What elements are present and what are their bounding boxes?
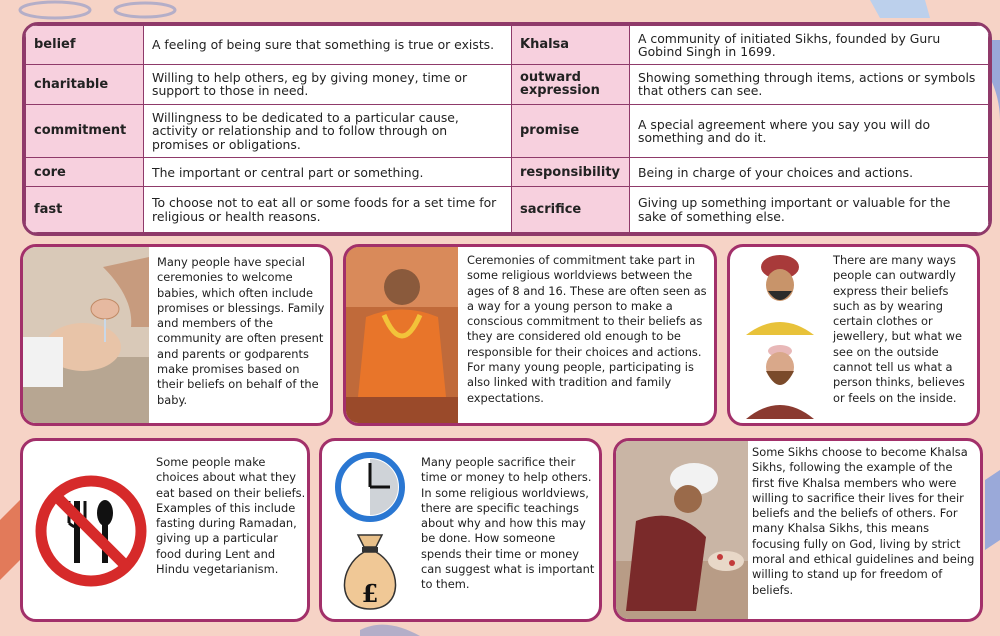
glossary-term: core xyxy=(26,158,144,187)
fasting-text: Some people make choices about what they eat based on their beliefs. Examples of this include fasting during Ramadan, giving up a particular food during Lent and Hindu vegetarianism. xyxy=(156,455,306,577)
glossary-definition: A special agreement where you say you will do something and do it. xyxy=(630,104,989,158)
baby-blessing-photo xyxy=(23,247,149,423)
glossary-definition: Giving up something important or valuable for the sake of something else. xyxy=(630,187,989,233)
glossary-term: belief xyxy=(26,26,144,65)
fasting-card xyxy=(20,438,310,622)
khalsa-photo xyxy=(616,441,748,619)
sacrifice-text: Many people sacrifice their time or money to help others. In some religious worldviews, there are specific teachings about why and how this may be done. How someone spends their time or money can suggest what is important to them. xyxy=(421,455,595,592)
glossary-row xyxy=(26,158,989,187)
clock-icon xyxy=(332,449,408,525)
glossary-table xyxy=(22,22,992,236)
glossary-term: fast xyxy=(26,187,144,233)
people-illustration xyxy=(732,247,828,423)
khalsa-card xyxy=(613,438,983,622)
pound-symbol: £ xyxy=(361,579,379,608)
glossary-row xyxy=(26,187,989,233)
glossary-definition: Willingness to be dedicated to a particular cause, activity or relationship and to follow through on promises or obligations. xyxy=(144,104,512,158)
glossary-term: charitable xyxy=(26,65,144,104)
glossary-definition: Showing something through items, actions or symbols that others can see. xyxy=(630,65,989,104)
sacrifice-card xyxy=(319,438,602,622)
baby-ceremony-text: Many people have special ceremonies to welcome babies, which often include promises or blessings. Family and members of the community are often present and parents or godparents make promises based on their beliefs on behalf of the baby. xyxy=(157,255,325,407)
outward-expression-card xyxy=(727,244,980,426)
glossary-definition: A feeling of being sure that something is true or exists. xyxy=(144,26,512,65)
khalsa-text: Some Sikhs choose to become Khalsa Sikhs, following the example of the first five Khalsa members who were willing to sacrifice their lives for their beliefs and the beliefs of others. For many Khalsa Sikhs, this means focusing fully on God, living by strict moral and ethical guidelines and being willing to stand up for freedom of beliefs. xyxy=(752,445,975,597)
glossary-row xyxy=(26,26,989,65)
glossary-term: promise xyxy=(512,104,630,158)
glossary-definition: To choose not to eat all or some foods for a set time for religious or health reasons. xyxy=(144,187,512,233)
outward-expression-text: There are many ways people can outwardly express their beliefs such as by wearing certain clothes or jewellery, but what we see on the outside cannot tell us what a person thinks, believes or feels on the inside. xyxy=(833,253,965,405)
no-food-icon xyxy=(31,471,151,591)
glossary-term: commitment xyxy=(26,104,144,158)
glossary-row xyxy=(26,65,989,104)
glossary-definition: Willing to help others, eg by giving money, time or support to those in need. xyxy=(144,65,512,104)
glossary-definition: Being in charge of your choices and actions. xyxy=(630,158,989,187)
glossary-term: outward expression xyxy=(512,65,630,104)
glossary-row xyxy=(26,104,989,158)
commitment-ceremony-text: Ceremonies of commitment take part in some religious worldviews between the ages of 8 and 16. These are often seen as a way for a young person to make a conscious commitment to their beliefs as they are considered old enough to be responsible for their choices and actions. For many young people, participating is also linked with tradition and family expectations. xyxy=(467,253,707,405)
ceremony-photo xyxy=(346,247,458,423)
glossary-definition: A community of initiated Sikhs, founded by Guru Gobind Singh in 1699. xyxy=(630,26,989,65)
glossary-term: sacrifice xyxy=(512,187,630,233)
glossary-definition: The important or central part or something. xyxy=(144,158,512,187)
glossary-term: Khalsa xyxy=(512,26,630,65)
baby-ceremony-card xyxy=(20,244,333,426)
commitment-ceremony-card xyxy=(343,244,717,426)
glossary-term: responsibility xyxy=(512,158,630,187)
